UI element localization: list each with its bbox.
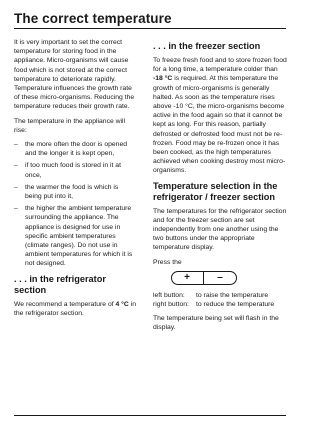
bottom-rule xyxy=(14,415,286,416)
right-button-label: right button: xyxy=(153,301,189,309)
fridge-text-after: in the refrigerator section. xyxy=(14,300,136,317)
freezer-text-before: To freeze fresh food and to store frozen food for a long time, a temperature colder than xyxy=(153,57,287,74)
plus-button[interactable]: + xyxy=(184,271,190,283)
fridge-paragraph xyxy=(14,300,136,318)
left-column xyxy=(14,38,136,323)
freezer-heading: . . . in the freezer section xyxy=(153,41,261,51)
list-item: – the warmer the food is which is being put into it, xyxy=(14,183,136,201)
intro-paragraph: It is very important to set the correct temperature for storing food in the appliance. Micro-organisms will cause food which is not stored at the correct temperature to deteriorate rapidly. Temperature influences the growth rate of these micro-organisms. Reducing the temperature reduces their growth rate. xyxy=(14,39,135,111)
left-button-desc: to raise the temperature xyxy=(196,291,269,299)
fridge-temp: 4 °C xyxy=(115,300,129,308)
title-rule xyxy=(14,28,286,29)
page-title: The correct temperature xyxy=(14,11,172,26)
flash-paragraph: The temperature being set will flash in the display. xyxy=(153,315,279,332)
freezer-temp: -18 °C xyxy=(153,75,173,83)
right-button-desc: to reduce the temperature xyxy=(196,301,275,309)
fridge-heading: . . . in the refrigerator section xyxy=(14,273,106,295)
freezer-text-after: is required. At this temperature the growth of micro-organisms is generally halted. As soon as the temperature rises above -10 °C, the micro-organisms become active in the food again so that it cannot be kept as long. For this reason, partially defrosted or defrosted food must not be re-frozen. Food may be re-frozen once it has been cooked, as the high temperatures achieved when cooking destroy most micro-organisms. xyxy=(153,75,286,175)
press-the-text: Press the xyxy=(153,258,182,266)
right-column xyxy=(153,38,287,338)
list-item: – if too much food is stored in it at once, xyxy=(14,161,136,179)
fridge-text-before: We recommend a temperature of xyxy=(14,300,116,308)
freezer-paragraph xyxy=(153,56,287,176)
list-item: – the higher the ambient temperature surrounding the appliance. The appliance is designed for use in specific ambient temperatures (climate ranges). Do not use in ambient temperatures for which it is not designed. xyxy=(14,204,136,268)
left-button-label: left button: xyxy=(153,291,185,299)
list-item: – the more often the door is opened and the longer it is kept open, xyxy=(14,140,136,158)
rise-intro: The temperature in the appliance will rise: xyxy=(14,117,126,134)
temperature-buttons xyxy=(171,271,237,285)
left-button-row xyxy=(153,291,287,300)
right-button-row xyxy=(153,300,287,309)
selection-heading: Temperature selection in the refrigerator / freezer section xyxy=(153,180,278,202)
selection-paragraph: The temperatures for the refrigerator section and for the freezer section are set independently from one another using the two buttons under the appropriate temperature display. xyxy=(153,207,287,252)
rise-list xyxy=(14,140,136,269)
minus-button[interactable]: – xyxy=(217,271,223,283)
